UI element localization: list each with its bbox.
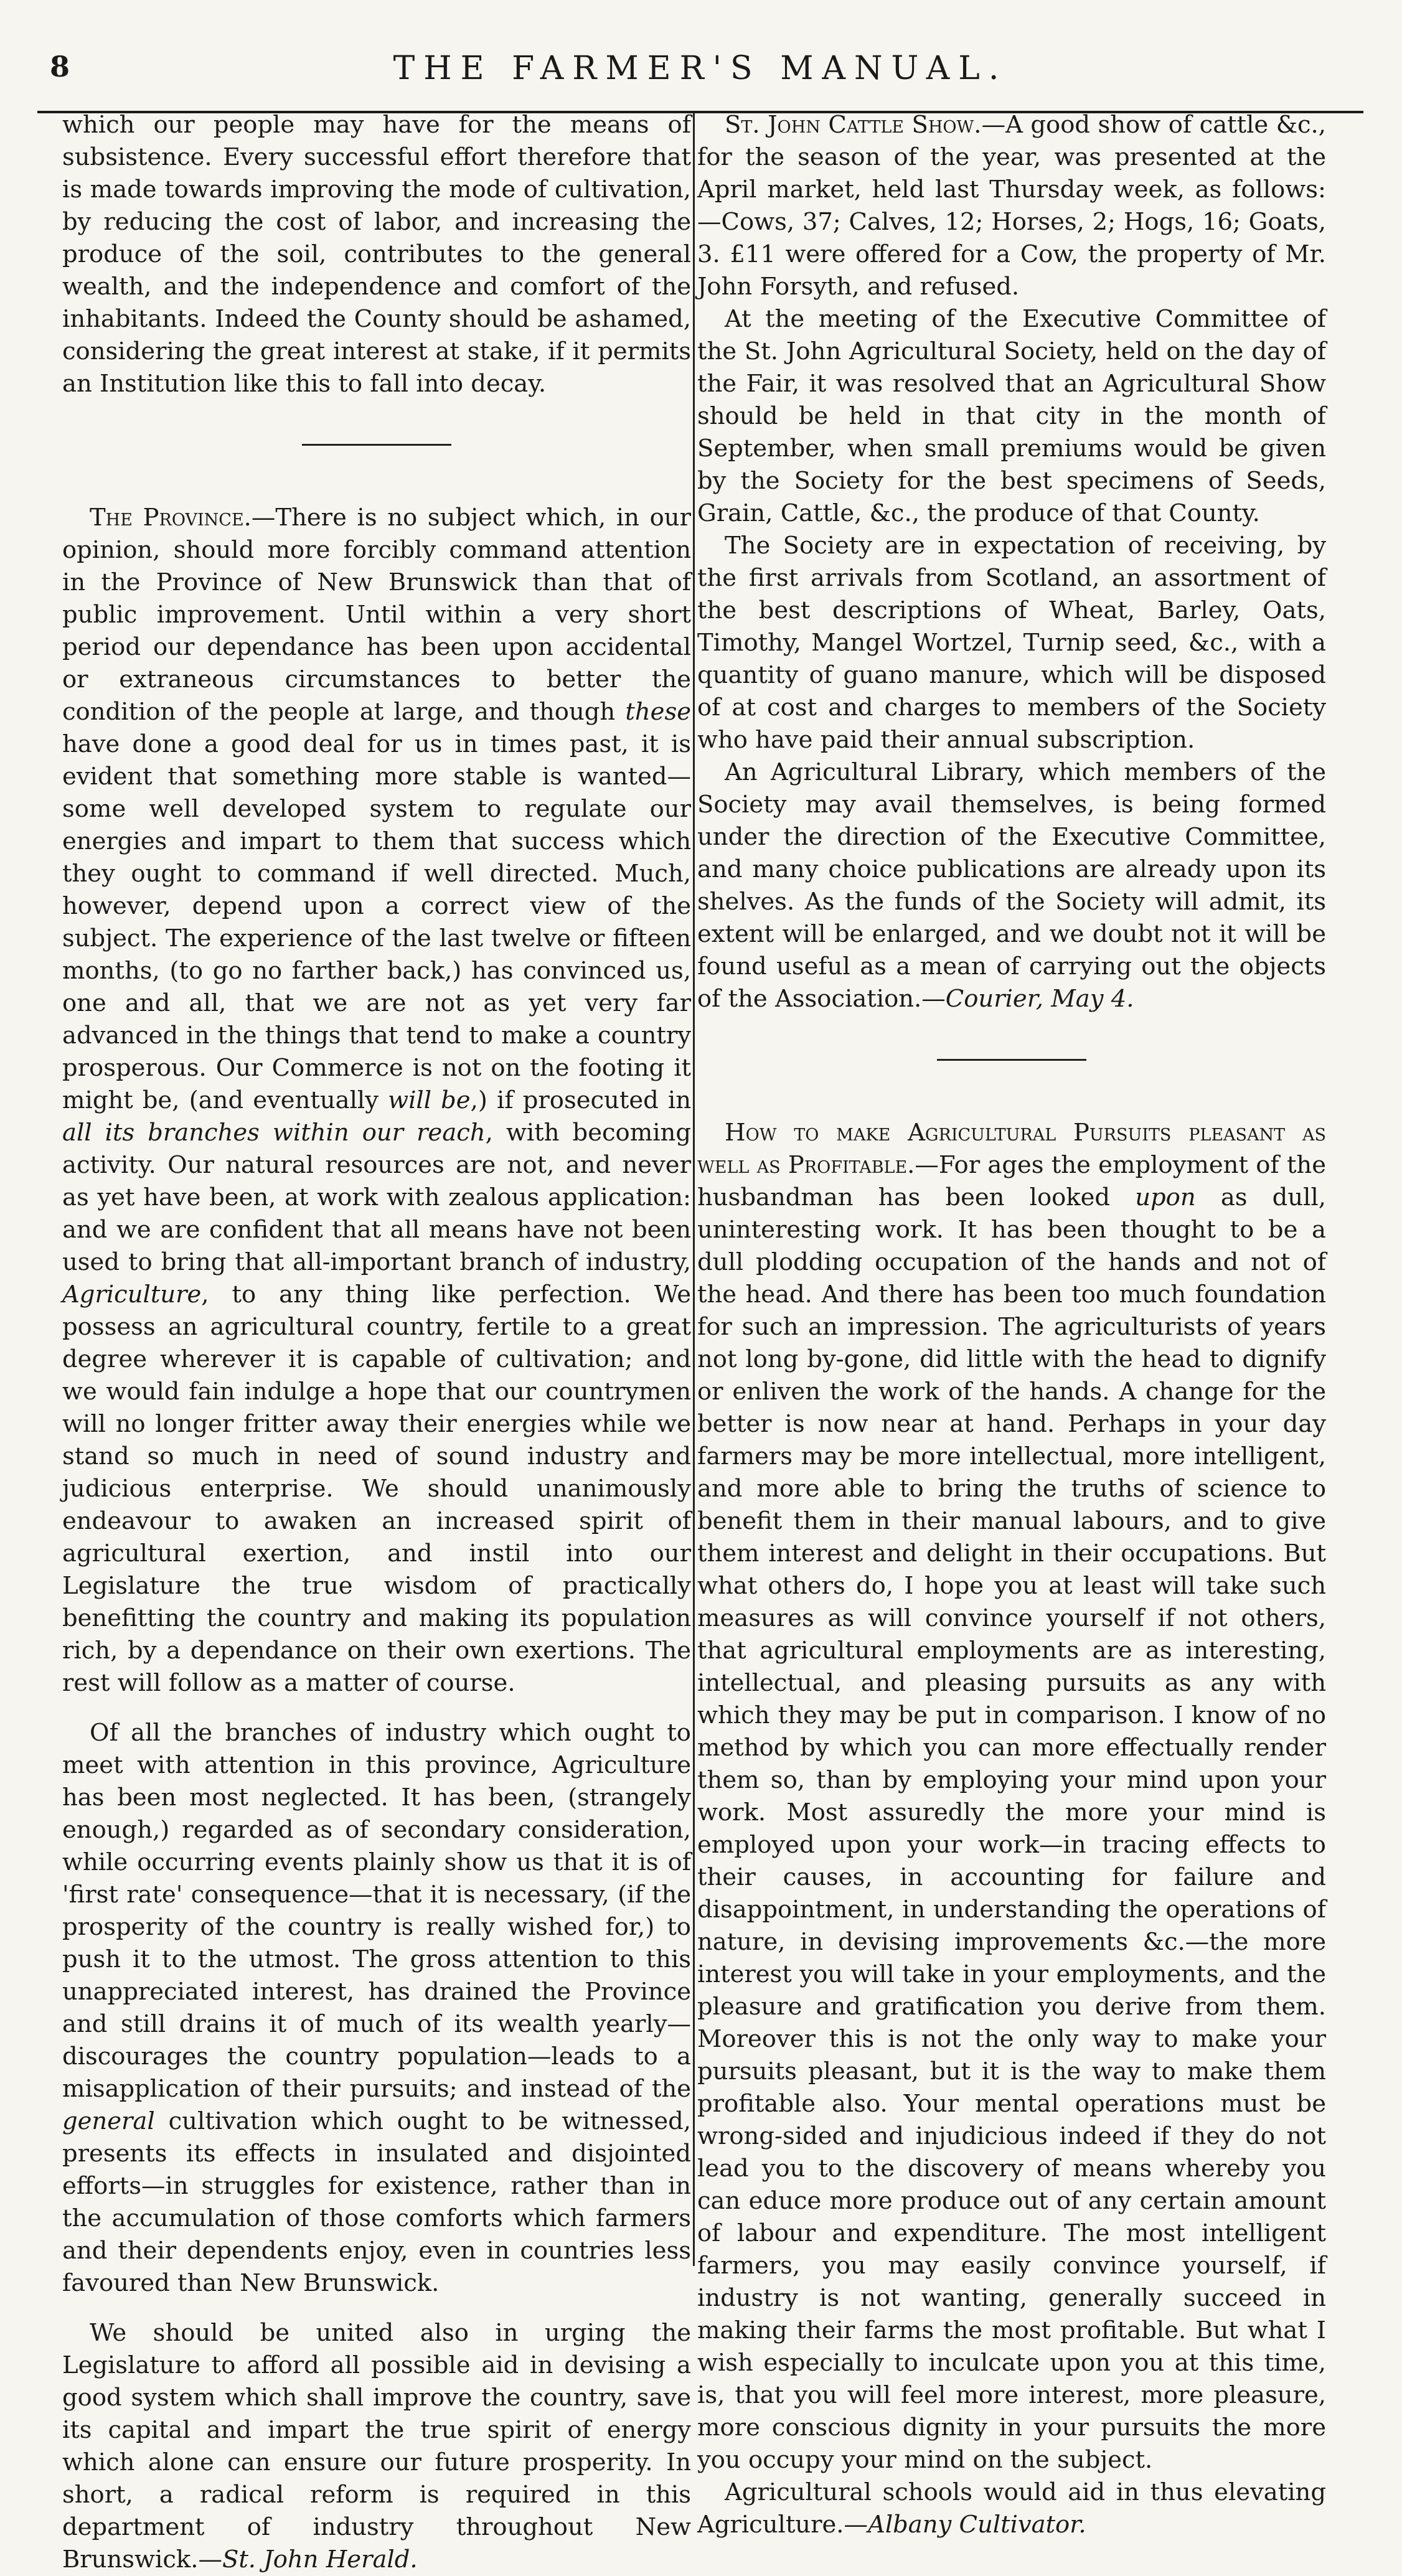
page-number: 8 — [50, 50, 70, 83]
section-heading-province: The Province. — [90, 504, 252, 532]
left-column — [62, 109, 692, 2574]
italic-run: will be — [388, 1086, 471, 1114]
text-run: , with becoming activity. Our natural resources are not, and never as yet have been, at work with zealous application: and we are confident that all means have not been used to bring that all-important branch of industry, — [62, 1119, 691, 1276]
text-run: as dull, uninteresting work. It has been thought to be a dull plodding occupation of the hands and not of the head. And there has been too much foundation for such an impression. The agriculturists of years not long by-gone, did little with the head to dignify or enliven the work of the hands. A change for the better is now near at hand. Perhaps in your day farmers may be more intellectual, more intelligent, and more able to bring the truths of science to benefit them in their manual labours, and to give them interest and delight in their occupations. But what others do, I hope you at least will take such measures as will convince yourself if not others, that agricultural employments are as interesting, intellectual, and pleasing pursuits as any with which they may be put in comparison. I know of no method by which you can more effectually render them so, than by employing your mind upon your work. Most assuredly the more your mind is employed upon your work—in tracing effects to their causes, in accounting for failure and disappointment, in understanding the operations of nature, in devising improvements &c.—the more interest you will take in your employments, and the pleasure and gratification you derive from them. Moreover this is not the only way to make your pursuits pleasant, but it is the way to make them profitable also. Your mental operations must be wrong-sided and injudicious indeed if they do not lead you to the discovery of means whereby you can educe more produce out of any certain amount of labour and expenditure. The most intelligent farmers, you may easily convince yourself, if industry is not wanting, generally succeed in making their farms the most profitable. But what I wish especially to inculcate upon you at this time, is, that you will feel more interest, more pleasure, more conscious dignity in your pursuits the more you occupy your mind on the subject. — [697, 1183, 1326, 2474]
page-header — [37, 44, 1363, 106]
section-heading-cattle-show: St. John Cattle Show. — [725, 111, 982, 139]
text-run: have done a good deal for us in times past, it is evident that something more stable is wanted—some well developed system to regulate our energies and impart to them that success which they ought to command if well directed. Much, however, depend upon a correct view of the subject. The experience of the last twelve or fifteen months, (to go no farther back,) has convinced us, one and all, that we are not as yet very far advanced in the things that tend to make a country prosperous. Our Commerce is not on the footing it might be, (and eventually — [62, 730, 691, 1114]
text-run: —There is no subject which, in our opinion, should more forcibly command attention in the Province of New Brunswick than that of public improvement. Until within a very short period our dependance has been upon accidental or extraneous circumstances to better the condition of the people at large, and though — [62, 504, 691, 726]
paragraph-pleasant-pursuits — [697, 1117, 1326, 2476]
column-divider — [693, 112, 695, 2266]
source-attribution: Albany Cultivator. — [868, 2511, 1086, 2539]
text-run: An Agricultural Library, which members of the Society may avail themselves, is being formed under the direction of the Executive Committee, and many choice publications are already upon its shelves. As the funds of the Society will admit, its extent will be enlarged, and we doubt not it will be found useful as a mean of carrying out the objects of the Association.— — [697, 758, 1326, 1013]
text-run: Of all the branches of industry which ought to meet with attention in this province, Agriculture has been most neglected. It has been, (strangely enough,) regarded as of secondary consideration, while occurring events plainly show us that it is of 'first rate' consequence—that it is necessary, (if the prosperity of the country is really wished for,) to push it to the utmost. The gross attention to this unappreciated interest, has drained the Province and still drains it of much of its wealth yearly—discourages the country population—leads to a misapplication of their pursuits; and instead of the — [62, 1719, 691, 2103]
paragraph-executive-committee: At the meeting of the Executive Committee of the St. John Agricultural Society, held on the day of the Fair, it was resolved that an Agricultural Show should be held in that city in the month of September, when small premiums would be given by the Society for the best specimens of Seeds, Grain, Cattle, &c., the produce of that County. — [697, 305, 1326, 527]
text-run: —A good show of cattle &c., for the season of the year, was presented at the April market, held last Thursday week, as follows:—Cows, 37; Calves, 12; Horses, 2; Hogs, 16; Goats, 3. £11 were offered for a Cow, the property of Mr. John Forsyth, and refused. — [697, 111, 1327, 301]
paragraph-legislature — [62, 2317, 691, 2576]
paragraph-branches-of-industry — [62, 1717, 691, 2300]
paragraph-agricultural-library — [697, 756, 1326, 1015]
italic-run: upon — [1135, 1183, 1196, 1211]
text-run: Agricultural schools would aid in thus elevating Agriculture.— — [697, 2478, 1326, 2539]
section-separator — [302, 444, 451, 446]
paragraph-cattle-show — [697, 109, 1326, 303]
paragraph-seed-assortment: The Society are in expectation of receiving, by the first arrivals from Scotland, an assortment of the best descriptions of Wheat, Barley, Oats, Timothy, Mangel Wortzel, Turnip seed, &c., with a quantity of guano manure, which will be disposed of at cost and charges to members of the Society who have paid their annual subscription. — [697, 532, 1326, 754]
text-run: We should be united also in urging the Legislature to afford all possible aid in devising a good system which shall improve the country, save its capital and impart the true spirit of energy which alone can ensure our future prosperity. In short, a radical reform is required in this department of industry throughout New Brunswick.— — [62, 2319, 691, 2574]
source-attribution: St. John Herald. — [222, 2545, 418, 2574]
paragraph-agricultural-schools — [697, 2476, 1326, 2541]
italic-run: all its branches within our reach — [62, 1119, 486, 1147]
paragraph-gap — [62, 2300, 691, 2317]
italic-run: these — [625, 698, 691, 726]
text-run: , to any thing like perfection. We possess an agricultural country, fertile to a great degree wherever it is capable of cultivation; and we would fain indulge a hope that our countrymen will no longer fritter away their energies while we stand so much in need of sound industry and judicious enterprise. We should unanimously endeavour to awaken an increased spirit of agricultural exertion, and instil into our Legislature the true wisdom of practically benefitting the country and making its population rich, by a dependance on their own exertions. The rest will follow as a matter of course. — [62, 1281, 691, 1697]
paragraph-subsistence: which our people may have for the means of subsistence. Every successful effort therefore that is made towards improving the mode of cultivation, by reducing the cost of labor, and increasing the produce of the soil, contributes to the general wealth, and the independence and comfort of the inhabitants. Indeed the County should be ashamed, considering the great interest at stake, if it permits an Institution like this to fall into decay. — [62, 111, 691, 398]
right-column — [697, 109, 1327, 2539]
section-separator — [937, 1059, 1086, 1061]
running-title: THE FARMER'S MANUAL. — [393, 50, 1008, 87]
text-run: ,) if prosecuted in — [470, 1086, 692, 1114]
paragraph-province — [62, 502, 691, 1699]
section-heading-pleasant-pursuits: How to make Agricultural Pursuits pleasant as well as Profitable. — [697, 1119, 1326, 1179]
source-attribution: Courier, May 4. — [945, 985, 1134, 1013]
text-run: —For ages the employment of the husbandman has been looked — [697, 1151, 1326, 1211]
italic-run: general — [62, 2107, 155, 2135]
text-run: cultivation which ought to be witnessed, presents its effects in insulated and disjointed efforts—in struggles for existence, rather than in the accumulation of those comforts which farmers and their dependents enjoy, even in countries less favoured than New Brunswick. — [62, 2107, 691, 2297]
italic-run: Agriculture — [62, 1281, 202, 1309]
paragraph-gap — [62, 1699, 691, 1717]
